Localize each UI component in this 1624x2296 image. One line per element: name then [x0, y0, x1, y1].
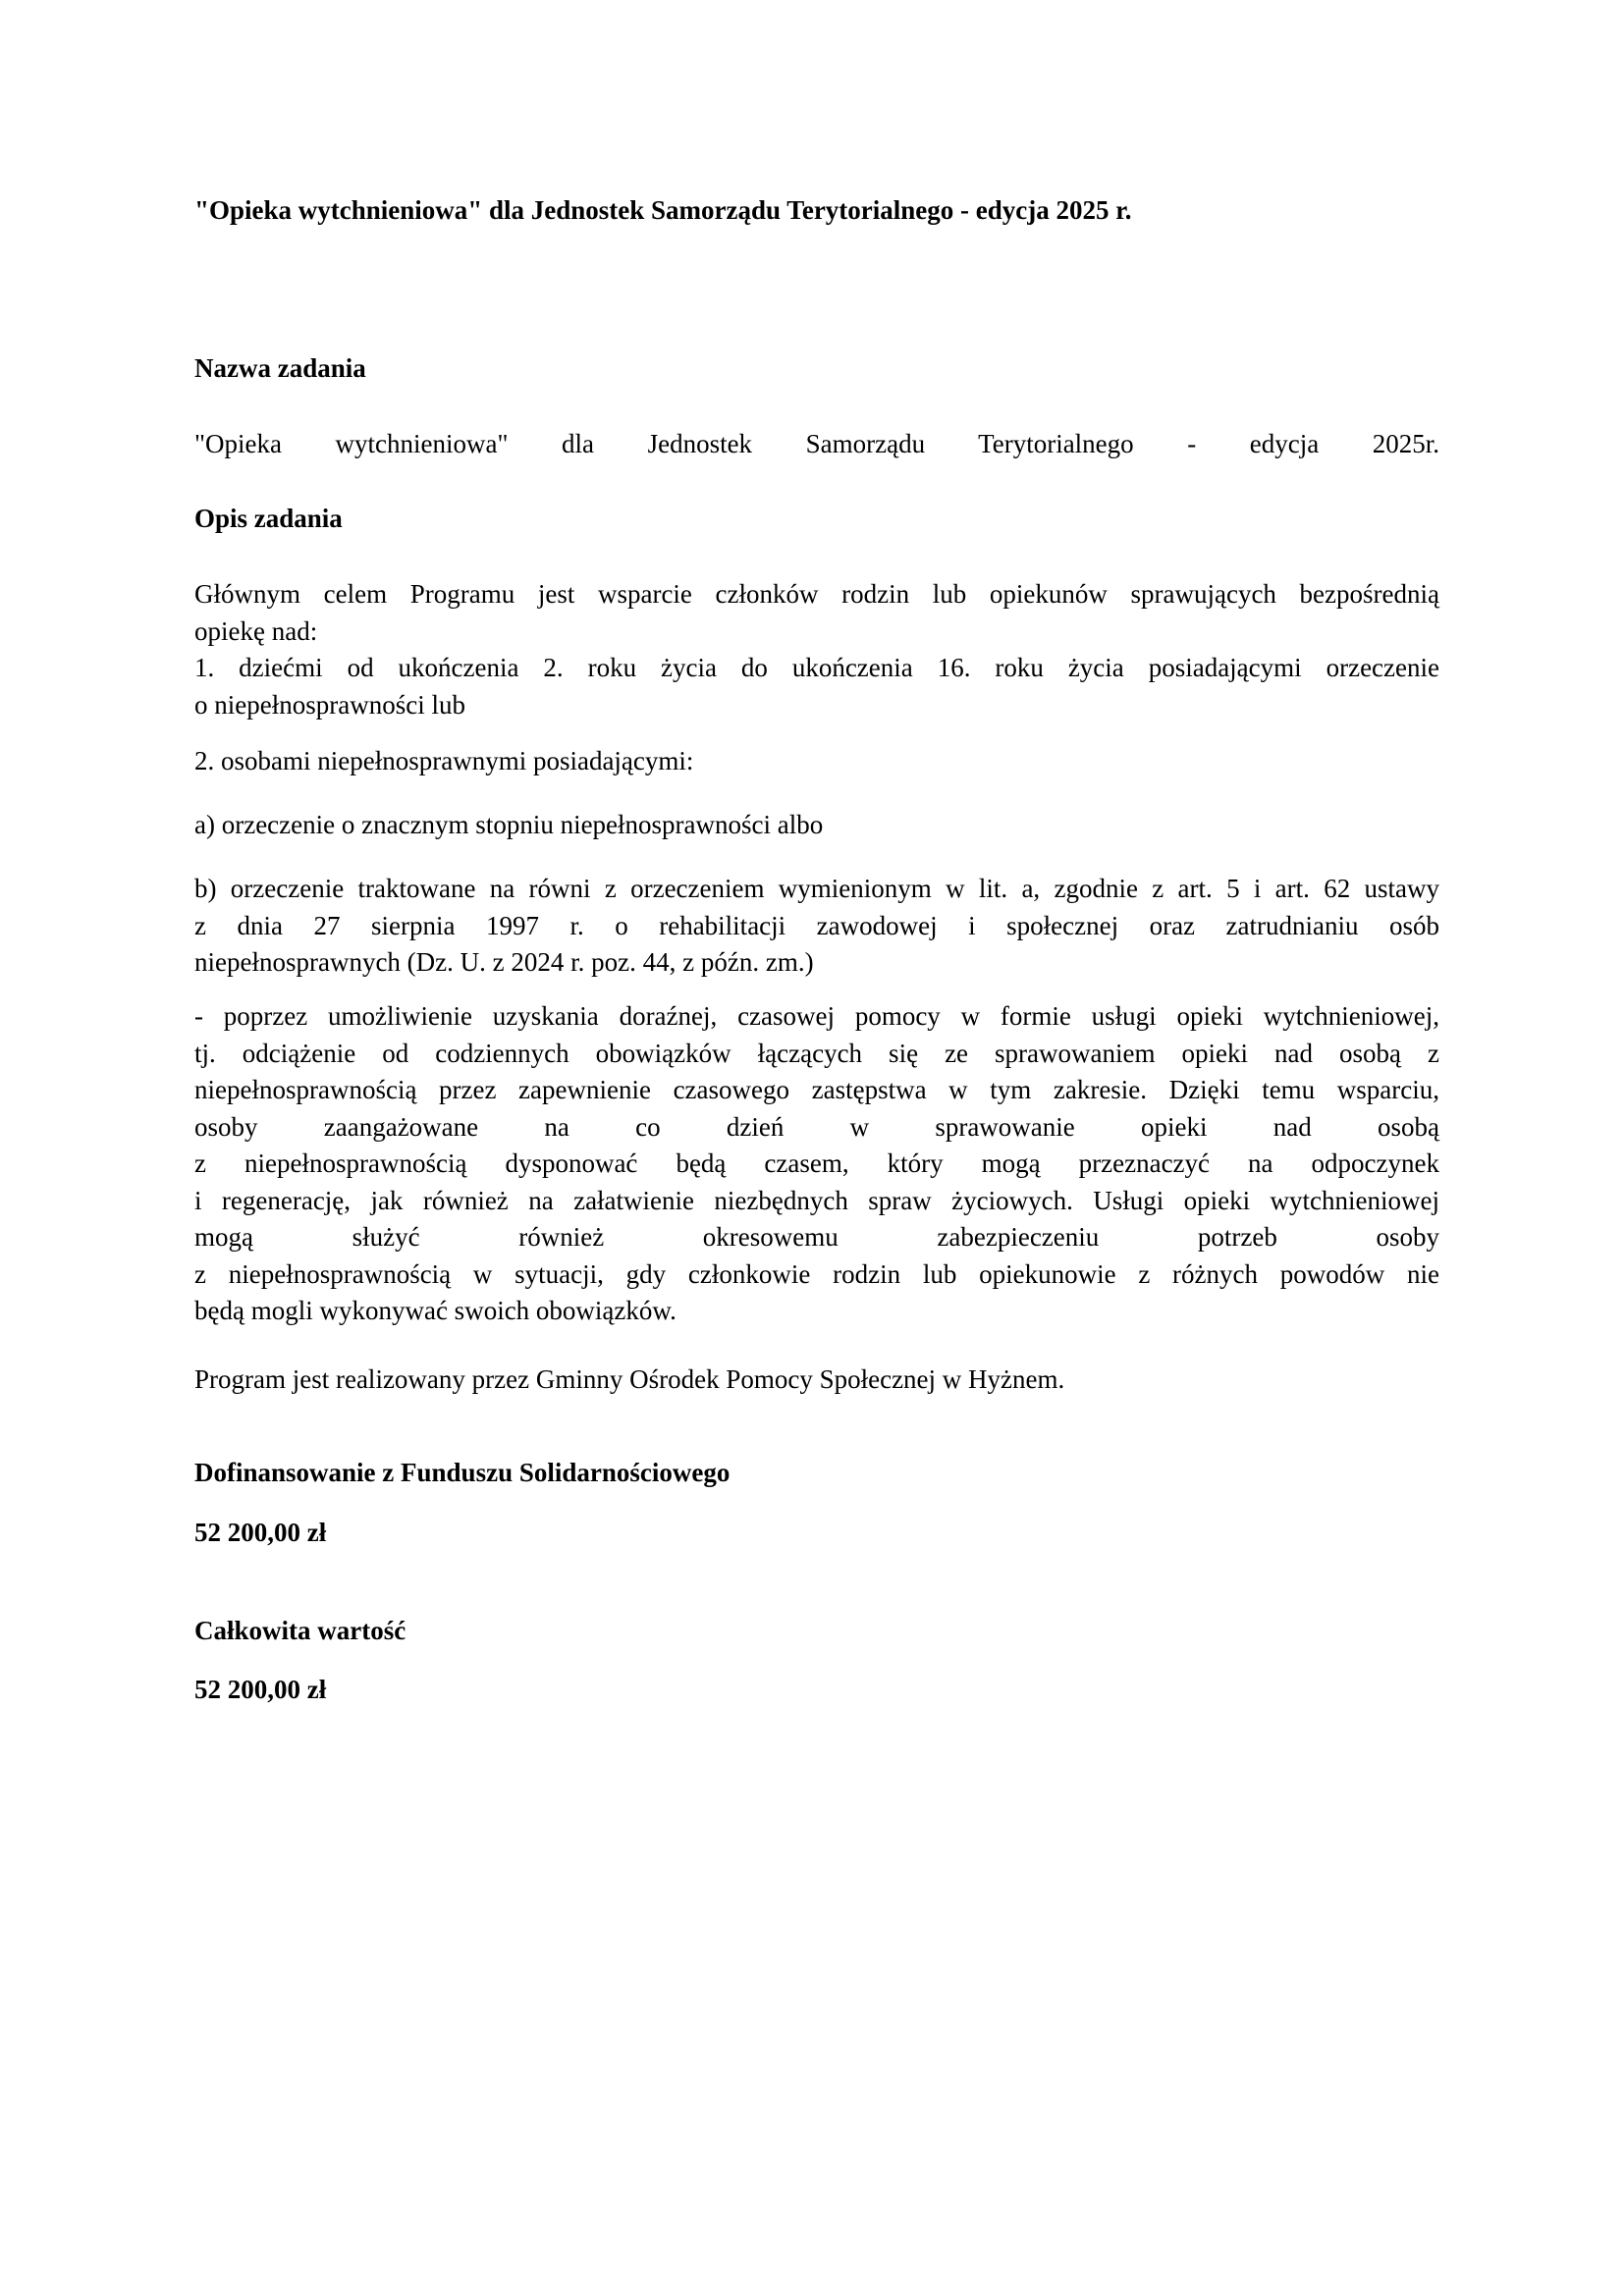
- intro-line: Głównym celem Programu jest wsparcie członków rodzin lub opiekunów sprawujących bezpośrednią: [194, 579, 1439, 609]
- means-paragraph: [194, 998, 1439, 1330]
- intro-line: opiekę nad:: [194, 615, 318, 646]
- task-name-text: "Opieka wytchnieniowa" dla Jednostek Samorządu Terytorialnego - edycja 2025r.: [194, 429, 1439, 458]
- item-2b-line: niepełnosprawnych (Dz. U. z 2024 r. poz. 44, z późn. zm.): [194, 947, 814, 977]
- item-2-text: 2. osobami niepełnosprawnymi posiadającymi:: [194, 746, 694, 775]
- means-line: osoby zaangażowane na co dzień w sprawowanie opieki nad osobą: [194, 1111, 1439, 1142]
- task-description-heading: Opis zadania: [194, 504, 343, 533]
- means-line: z niepełnosprawnością dysponować będą czasem, który mogą przeznaczyć na odpoczynek: [194, 1148, 1439, 1178]
- item-1-line: o niepełnosprawności lub: [194, 689, 465, 720]
- means-line: niepełnosprawnością przez zapewnienie czasowego zastępstwa w tym zakresie. Dzięki temu wsparciu,: [194, 1075, 1439, 1104]
- means-line: i regenerację, jak również na załatwienie niezbędnych spraw życiowych. Usługi opieki wytchnieniowej: [194, 1185, 1439, 1215]
- intro-paragraph: [194, 576, 1439, 650]
- total-heading: Całkowita wartość: [194, 1616, 406, 1645]
- funding-heading: Dofinansowanie z Funduszu Solidarnościowego: [194, 1458, 731, 1487]
- implementer-text: Program jest realizowany przez Gminny Ośrodek Pomocy Społecznej w Hyżnem.: [194, 1364, 1065, 1394]
- item-2: [194, 743, 1439, 780]
- item-2b-line: z dnia 27 sierpnia 1997 r. o rehabilitacji zawodowej i społecznej oraz zatrudnianiu osób: [194, 910, 1439, 940]
- total-amount: 52 200,00 zł: [194, 1675, 327, 1704]
- means-line: z niepełnosprawnością w sytuacji, gdy członkowie rodzin lub opiekunowie z różnych powodów nie: [194, 1258, 1439, 1289]
- item-2b-line: b) orzeczenie traktowane na równi z orzeczeniem wymienionym w lit. a, zgodnie z art. 5 i art. 62 ustawy: [194, 874, 1439, 903]
- item-2a: [194, 807, 1439, 844]
- item-2b: [194, 871, 1439, 982]
- means-line: tj. odciążenie od codziennych obowiązków łączących się ze sprawowaniem opieki nad osobą z: [194, 1038, 1439, 1068]
- task-name-value: [194, 426, 1439, 463]
- task-name-heading: Nazwa zadania: [194, 353, 366, 383]
- item-1: [194, 650, 1439, 723]
- means-line: będą mogli wykonywać swoich obowiązków.: [194, 1296, 677, 1325]
- means-line: mogą służyć również okresowemu zabezpieczeniu potrzeb osoby: [194, 1222, 1439, 1252]
- item-1-line: 1. dziećmi od ukończenia 2. roku życia do ukończenia 16. roku życia posiadającymi orzeczenie: [194, 653, 1439, 682]
- item-2a-text: a) orzeczenie o znacznym stopniu niepełnosprawności albo: [194, 810, 824, 839]
- implementer-paragraph: [194, 1362, 1439, 1399]
- funding-amount: 52 200,00 zł: [194, 1518, 327, 1547]
- document-title: "Opieka wytchnieniowa" dla Jednostek Samorządu Terytorialnego - edycja 2025 r.: [194, 195, 1132, 225]
- means-line: - poprzez umożliwienie uzyskania doraźnej, czasowej pomocy w formie usługi opieki wytchnieniowej,: [194, 1001, 1439, 1031]
